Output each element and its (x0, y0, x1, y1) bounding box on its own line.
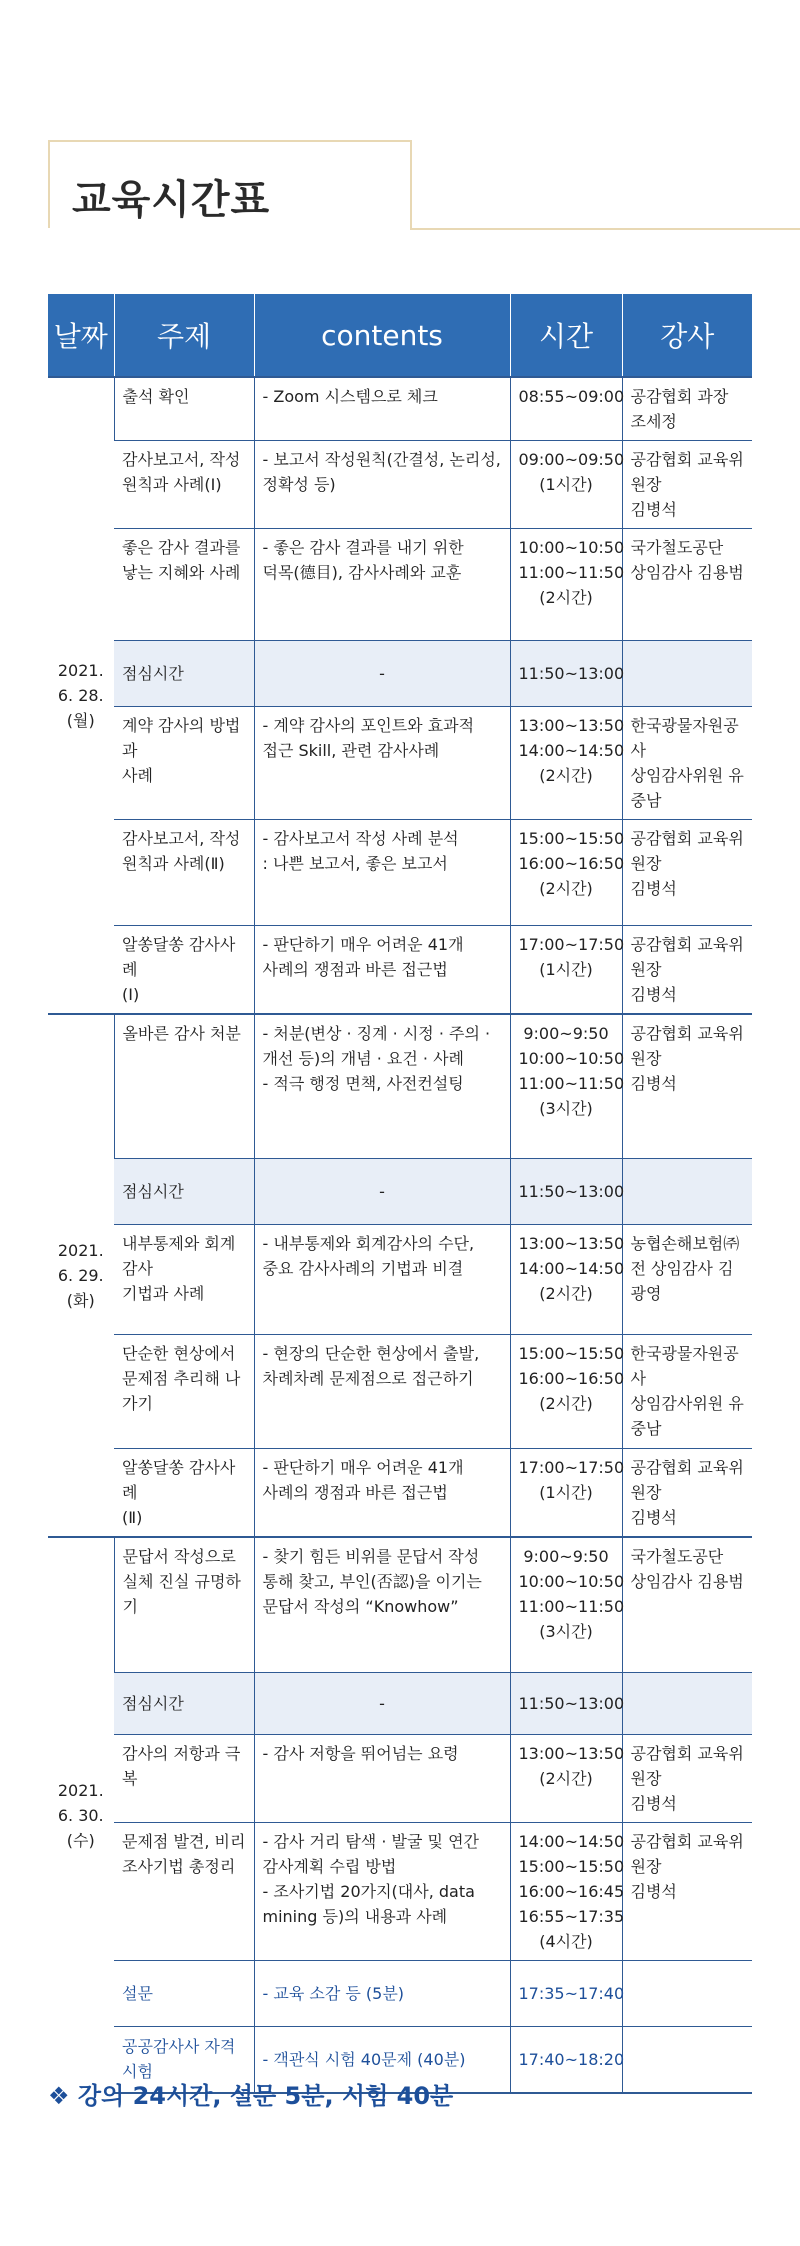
header-date: 날짜 (48, 294, 114, 377)
time-cell: 17:40~18:20 (510, 2027, 622, 2093)
contents-cell: - 계약 감사의 포인트와 효과적 접근 Skill, 관련 감사사례 (254, 707, 510, 820)
time-cell: 11:50~13:00 (510, 1158, 622, 1224)
table-row (48, 1673, 752, 1735)
time-cell: 9:00~9:50 10:00~10:50 11:00~11:50 (3시간) (510, 1014, 622, 1158)
table-row (48, 441, 752, 529)
contents-cell: - 보고서 작성원칙(간결성, 논리성, 정확성 등) (254, 441, 510, 529)
time-cell: 14:00~14:50 15:00~15:50 16:00~16:45 16:55~17:35 (4시간) (510, 1823, 622, 1961)
topic-cell: 문제점 발견, 비리 조사기법 총정리 (114, 1823, 254, 1961)
time-cell: 17:00~17:50 (1시간) (510, 1448, 622, 1537)
topic-cell: 감사의 저항과 극복 (114, 1735, 254, 1823)
contents-cell: - 교육 소감 등 (5분) (254, 1961, 510, 2027)
header-topic: 주제 (114, 294, 254, 377)
header-speaker: 강사 (622, 294, 752, 377)
time-cell: 9:00~9:50 10:00~10:50 11:00~11:50 (3시간) (510, 1537, 622, 1673)
time-cell: 09:00~09:50 (1시간) (510, 441, 622, 529)
speaker-cell: 국가철도공단 상임감사 김용범 (622, 1537, 752, 1673)
contents-cell: - Zoom 시스템으로 체크 (254, 377, 510, 441)
speaker-cell (622, 1961, 752, 2027)
speaker-cell: 공감협회 과장 조세정 (622, 377, 752, 441)
topic-cell: 알쏭달쏭 감사사례 (Ⅰ) (114, 926, 254, 1015)
table-row (48, 1735, 752, 1823)
time-cell: 13:00~13:50 14:00~14:50 (2시간) (510, 707, 622, 820)
topic-cell: 감사보고서, 작성 원칙과 사례(Ⅱ) (114, 820, 254, 926)
table-row (48, 1014, 752, 1158)
table-row (48, 926, 752, 1015)
schedule-table (48, 294, 752, 2094)
time-cell: 13:00~13:50 (2시간) (510, 1735, 622, 1823)
time-cell: 15:00~15:50 16:00~16:50 (2시간) (510, 1334, 622, 1448)
table-row (48, 1961, 752, 2027)
table-row (48, 1823, 752, 1961)
speaker-cell (622, 2027, 752, 2093)
contents-cell: - 좋은 감사 결과를 내기 위한 덕목(德目), 감사사례와 교훈 (254, 529, 510, 641)
table-row (48, 1448, 752, 1537)
contents-cell: - 감사보고서 작성 사례 분석 : 나쁜 보고서, 좋은 보고서 (254, 820, 510, 926)
contents-cell: - 판단하기 매우 어려운 41개 사례의 쟁점과 바른 접근법 (254, 1448, 510, 1537)
topic-cell: 올바른 감사 처분 (114, 1014, 254, 1158)
speaker-cell (622, 641, 752, 707)
table-row (48, 1334, 752, 1448)
schedule-body (48, 377, 752, 2093)
speaker-cell: 공감협회 교육위원장 김병석 (622, 820, 752, 926)
contents-cell: - 처분(변상 · 징계 · 시정 · 주의 · 개선 등)의 개념 · 요건 · 사례 - 적극 행정 면책, 사전컨설팅 (254, 1014, 510, 1158)
table-row (48, 1158, 752, 1224)
header-time: 시간 (510, 294, 622, 377)
topic-cell: 출석 확인 (114, 377, 254, 441)
date-cell: 2021. 6. 30. (수) (48, 1537, 114, 2093)
summary-note: ❖ 강의 24시간, 설문 5분, 시험 40분 (48, 2082, 454, 2110)
table-row (48, 707, 752, 820)
time-cell: 15:00~15:50 16:00~16:50 (2시간) (510, 820, 622, 926)
date-cell: 2021. 6. 28. (월) (48, 377, 114, 1014)
speaker-cell: 한국광물자원공사 상임감사위원 유중남 (622, 1334, 752, 1448)
speaker-cell: 공감협회 교육위원장 김병석 (622, 926, 752, 1015)
contents-cell: - (254, 1673, 510, 1735)
speaker-cell: 공감협회 교육위원장 김병석 (622, 1823, 752, 1961)
topic-cell: 내부통제와 회계감사 기법과 사례 (114, 1224, 254, 1334)
contents-cell: - 현장의 단순한 현상에서 출발, 차례차례 문제점으로 접근하기 (254, 1334, 510, 1448)
speaker-cell (622, 1673, 752, 1735)
table-row (48, 820, 752, 926)
speaker-cell: 공감협회 교육위원장 김병석 (622, 1735, 752, 1823)
speaker-cell: 공감협회 교육위원장 김병석 (622, 441, 752, 529)
time-cell: 13:00~13:50 14:00~14:50 (2시간) (510, 1224, 622, 1334)
table-row (48, 1537, 752, 1673)
topic-cell: 설문 (114, 1961, 254, 2027)
contents-cell: - 감사 저항을 뛰어넘는 요령 (254, 1735, 510, 1823)
contents-cell: - 객관식 시험 40문제 (40분) (254, 2027, 510, 2093)
speaker-cell: 공감협회 교육위원장 김병석 (622, 1448, 752, 1537)
speaker-cell: 한국광물자원공사 상임감사위원 유중남 (622, 707, 752, 820)
contents-cell: - 찾기 힘든 비위를 문답서 작성 통해 찾고, 부인(否認)을 이기는 문답서 작성의 “Knowhow” (254, 1537, 510, 1673)
contents-cell: - 내부통제와 회계감사의 수단, 중요 감사사례의 기법과 비결 (254, 1224, 510, 1334)
contents-cell: - 판단하기 매우 어려운 41개 사례의 쟁점과 바른 접근법 (254, 926, 510, 1015)
table-row (48, 529, 752, 641)
contents-cell: - 감사 거리 탐색 · 발굴 및 연간 감사계획 수립 방법 - 조사기법 20가지(대사, data mining 등)의 내용과 사례 (254, 1823, 510, 1961)
speaker-cell: 농협손해보험㈜ 전 상임감사 김광영 (622, 1224, 752, 1334)
speaker-cell (622, 1158, 752, 1224)
table-row (48, 641, 752, 707)
contents-cell: - (254, 1158, 510, 1224)
topic-cell: 점심시간 (114, 1158, 254, 1224)
time-cell: 17:00~17:50 (1시간) (510, 926, 622, 1015)
time-cell: 11:50~13:00 (510, 641, 622, 707)
topic-cell: 점심시간 (114, 641, 254, 707)
time-cell: 17:35~17:40 (510, 1961, 622, 2027)
header-contents: contents (254, 294, 510, 377)
time-cell: 11:50~13:00 (510, 1673, 622, 1735)
table-header-row (48, 294, 752, 377)
date-cell: 2021. 6. 29. (화) (48, 1014, 114, 1537)
table-row (48, 1224, 752, 1334)
topic-cell: 알쏭달쏭 감사사례 (Ⅱ) (114, 1448, 254, 1537)
time-cell: 10:00~10:50 11:00~11:50 (2시간) (510, 529, 622, 641)
topic-cell: 점심시간 (114, 1673, 254, 1735)
topic-cell: 단순한 현상에서 문제점 추리해 나가기 (114, 1334, 254, 1448)
topic-cell: 공공감사사 자격시험 (114, 2027, 254, 2093)
topic-cell: 문답서 작성으로 실체 진실 규명하기 (114, 1537, 254, 1673)
time-cell: 08:55~09:00 (510, 377, 622, 441)
topic-cell: 좋은 감사 결과를 낳는 지혜와 사례 (114, 529, 254, 641)
page-title: 교육시간표 (72, 177, 271, 223)
table-row (48, 377, 752, 441)
speaker-cell: 공감협회 교육위원장 김병석 (622, 1014, 752, 1158)
speaker-cell: 국가철도공단 상임감사 김용범 (622, 529, 752, 641)
topic-cell: 계약 감사의 방법과 사례 (114, 707, 254, 820)
contents-cell: - (254, 641, 510, 707)
topic-cell: 감사보고서, 작성 원칙과 사례(Ⅰ) (114, 441, 254, 529)
